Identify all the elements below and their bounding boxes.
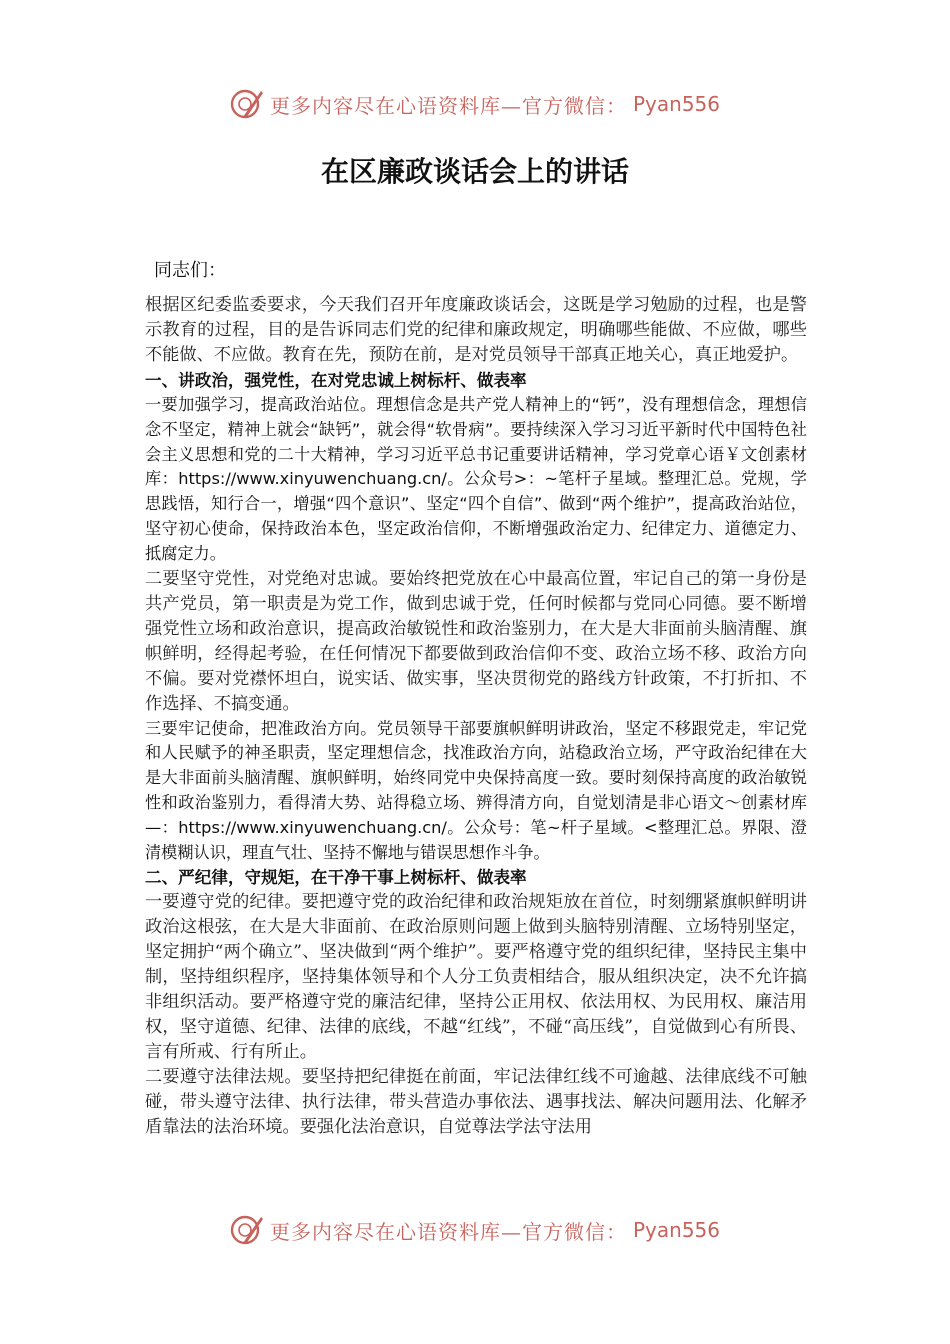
- body-paragraph: 二要坚守党性，对党绝对忠诚。要始终把党放在心中最高位置，牢记自己的第一身份是共产党员，第一职责是为党工作，做到忠诚于党，任何时候都与党同心同德。要不断增强党性立场和政治意识，提高政治敏锐性和政治鉴别力，在大是大非面前头脑清醒、旗帜鲜明，经得起考验，在任何情况下都要做到政治信仰不变、政治立场不移、政治方向不偏。要对党襟怀坦白，说实话、做实事，坚决贯彻党的路线方针政策，不打折扣、不作选择、不搞变通。: [145, 568, 807, 714]
- greeting: 同志们：: [154, 260, 226, 281]
- pen-logo-icon: [230, 1213, 264, 1247]
- footer-banner: [0, 1210, 950, 1250]
- banner-wechat-id: Pyan556: [632, 92, 720, 116]
- banner-text: 更多内容尽在心语资料库—官方微信：: [269, 93, 627, 118]
- banner-text: 更多内容尽在心语资料库—官方微信：: [269, 1219, 627, 1244]
- body-paragraph: 一要加强学习，提高政治站位。理想信念是共产党人精神上的“钙”，没有理想信念，理想信念不坚定，精神上就会“缺钙”，就会得“软骨病”。要持续深入学习习近平新时代中国特色社会主义思想和党的二十大精神，学习习近平总书记重要讲话精神，学习党章心语￥文创素材库：https://www.xinyuwenchuang.cn/。公众号>：~笔杆子星域。整理汇总。党规，学思践悟，知行合一，增强“四个意识”、坚定“四个自信”、做到“两个维护”，提高政治站位，坚守初心使命，保持政治本色，坚定政治信仰，不断增强政治定力、纪律定力、道德定力、抵腐定力。: [145, 395, 807, 563]
- document-title: 在区廉政谈话会上的讲话: [320, 155, 629, 188]
- section-heading-1: 一、讲政治，强党性，在对党忠诚上树标杆、做表率: [145, 371, 527, 390]
- pen-logo-icon: [230, 87, 264, 121]
- banner-wechat-id: Pyan556: [632, 1218, 720, 1242]
- intro-paragraph: 根据区纪委监委要求，今天我们召开年度廉政谈话会，这既是学习勉励的过程，也是警示教育的过程，目的是告诉同志们党的纪律和廉政规定，明确哪些能做、不应做，哪些不能做、不应做。教育在先，预防在前，是对党员领导干部真正地关心，真正地爱护。: [145, 295, 807, 365]
- document-body: [145, 293, 807, 1140]
- header-banner: [0, 84, 950, 124]
- section-heading-2: 二、严纪律，守规矩，在干净干事上树标杆、做表率: [145, 868, 527, 888]
- body-paragraph: 二要遵守法律法规。要坚持把纪律挺在前面，牢记法律红线不可逾越、法律底线不可触碰，带头遵守法律、执行法律，带头营造办事依法、遇事找法、解决问题用法、化解矛盾靠法的法治环境。要强化法治意识，自觉尊法学法守法用: [145, 1067, 807, 1138]
- body-paragraph: 三要牢记使命，把准政治方向。党员领导干部要旗帜鲜明讲政治，坚定不移跟党走，牢记党和人民赋予的神圣职责，坚定理想信念，找准政治方向，站稳政治立场，严守政治纪律在大是大非面前头脑清醒、旗帜鲜明，始终同党中央保持高度一致。要时刻保持高度的政治敏锐性和政治鉴别力，看得清大势、站得稳立场、辨得清方向，自觉划清是非心语文～创素材库—：https://www.xinyuwenchuang.cn/。公众号：笔~杆子星域。<整理汇总。界限、澄清模糊认识，理直气壮、坚持不懈地与错误思想作斗争。: [145, 718, 807, 862]
- body-paragraph: 一要遵守党的纪律。要把遵守党的政治纪律和政治规矩放在首位，时刻绷紧旗帜鲜明讲政治这根弦，在大是大非面前、在政治原则问题上做到头脑特别清醒、立场特别坚定，坚定拥护“两个确立”、坚决做到“两个维护”。要严格遵守党的组织纪律，坚持民主集中制，坚持组织程序，坚持集体领导和个人分工负责相结合，服从组织决定，决不允许搞非组织活动。要严格遵守党的廉洁纪律，坚持公正用权、依法用权、为民用权、廉洁用权，坚守道德、纪律、法律的底线，不越“红线”，不碰“高压线”，自觉做到心有所畏、言有所戒、行有所止。: [145, 892, 807, 1063]
